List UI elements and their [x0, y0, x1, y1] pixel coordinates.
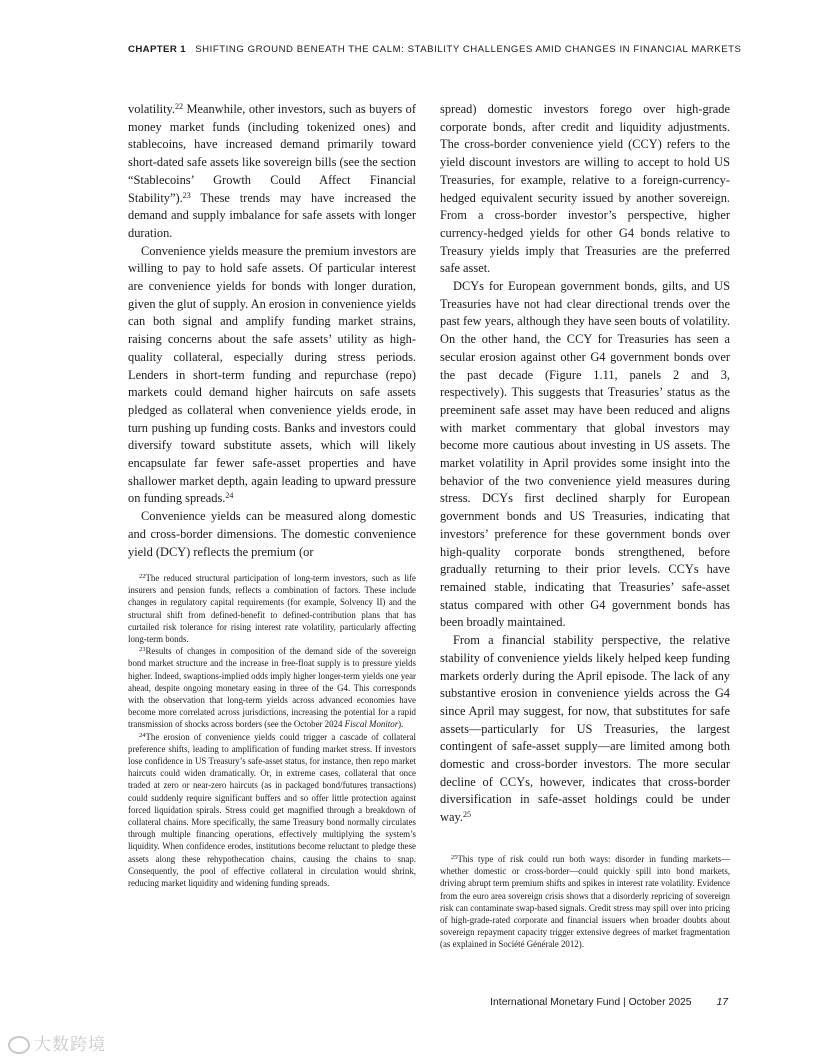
footnote-text: Results of changes in composition of the demand side of the sovereign bond market structure and the increase in free-float supply is to pressure yields higher. Indeed, swaptions-implied odds imply higher longer-term yields one year ahead, despite ongoing monetary easing in three of the G4. This corresponds with the observation that long-term yields across advanced economies have become more correlated across jurisdictions, increasing the potential for a rapid transmission of shocks across borders (see the October 2024: [128, 646, 416, 730]
paragraph: [128, 101, 416, 243]
watermark-logo-icon: [8, 1036, 30, 1054]
running-header: [128, 44, 742, 55]
footnotes-left: [128, 572, 416, 889]
chapter-label: CHAPTER 1: [128, 44, 186, 55]
footnote-italic: Fiscal Monitor: [344, 719, 399, 730]
footnote-text: The erosion of convenience yields could trigger a cascade of collateral preference shifts, leading to amplification of funding market stress. If investors lose confidence in US Treasury’s safe-asset status, for instance, then repo market haircuts could widen dramatically. Or, in extreme cases, collateral that once traded at zero or near-zero haircuts (as in packaged bond/futures transactions) could suddenly require significant buffers and so offer little protection against forced liquidation spirals. Stress could get magnified through a breakdown of collateral chains. More specifically, the same Treasury bond normally circulates through multiple financing operations, effectively multiplying the system’s liquidity. When confidence erodes, institutions become reluctant to pledge these assets along these rehypothecation chains, causing the chains to snap. Consequently, the pool of effective collateral in circulation would shrink, reducing market liquidity and widening funding spreads.: [128, 731, 416, 889]
page-footer: [490, 997, 728, 1008]
footnote-ref[interactable]: 22: [175, 102, 184, 111]
paragraph: [128, 243, 416, 509]
footnote-23: [128, 645, 416, 730]
right-column: [440, 101, 730, 827]
footnote-number: 22: [139, 573, 146, 580]
left-column: [128, 101, 416, 561]
chapter-title: SHIFTING GROUND BENEATH THE CALM: STABILITY CHALLENGES AMID CHANGES IN FINANCIAL MARKETS: [195, 44, 742, 55]
footnote-22: [128, 572, 416, 645]
footnote-number: 23: [139, 646, 146, 654]
footnote-ref[interactable]: 23: [182, 190, 191, 200]
paragraph: spread) domestic investors forego over high-grade corporate bonds, after credit and liquidity adjustments. The cross-border convenience yield (CCY) refers to the yield discount investors are willing to accept to hold US Treasuries, for example, relative to a foreign-currency-hedged equivalent security issued by another sovereign. From a cross-border investor’s perspective, higher currency-hedged yields for other G4 bonds relative to Treasury yields imply that Treasuries are the preferred safe asset.: [440, 102, 730, 276]
watermark-text: 大数跨境: [34, 1035, 106, 1055]
page-number: 17: [716, 997, 728, 1008]
footnote-24: [128, 731, 416, 890]
footnote-text: ).: [398, 719, 404, 730]
footnote-ref[interactable]: 25: [462, 810, 471, 820]
text-run: Convenience yields measure the premium investors are willing to pay to hold safe assets. Of particular interest are convenience yields for bonds with longer duration, given the glut of supply. An erosion in convenience yields can both signal and amplify funding market strains, raising concerns about the safe assets’ utility as high-quality collateral, especially during stress periods. Lenders in short-term funding and repurchase (repo) markets could demand higher haircuts on safe assets pledged as collateral when convenience yields erode, in turn pushing up funding costs. Banks and investors could diversify toward substitute assets, which will likely encapsulate far fewer safe-asset properties and have shallower market depth, again leading to upward pressure on funding spreads.: [128, 243, 416, 506]
paragraph: DCYs for European government bonds, gilts, and US Treasuries have not had clear directional trends over the past few years, although they have seen bouts of volatility. On the other hand, the CCY for Treasuries has seen a secular erosion against other G4 government bonds over the past decade (Figure 1.11, panels 2 and 3, respectively). This suggests that Treasuries’ status as the preeminent safe asset may have been reduced and aligns with market commentary that global investors may become more cautious about investing in US assets. The market volatility in April provides some insight into the behavior of the two convenience yield measures during stress. DCYs first declined sharply for European government bonds and US Treasuries, indicating that investors’ preference for these government bonds over high-quality corporate bonds strengthened, before gradually returning to their prior levels. CCYs have remained stable, indicating that Treasuries’ safe-asset status compared with other G4 government bonds has been broadly maintained.: [440, 279, 730, 630]
paragraph: Convenience yields can be measured along domestic and cross-border dimensions. The domestic convenience yield (DCY) reflects the premium (or: [128, 509, 416, 559]
footnote-text: This type of risk could run both ways: disorder in funding markets—whether domestic or cross-border—could quickly spill into bond markets, driving abrupt term premium shifts and spikes in interest rate volatility. Evidence from the euro area sovereign crisis shows that a disorderly repricing of sovereign risk can contaminate swap-based signals. Credit stress may spill over into pricing of high-grade-rated corporate and financial issuers when broader doubts about sovereign repayment capacity trigger extensive degrees of market fragmentation (as explained in Société Générale 2012).: [440, 854, 730, 950]
publication-label: International Monetary Fund | October 2025: [490, 997, 692, 1008]
text-run: From a financial stability perspective, the relative stability of convenience yields likely helped keep funding markets orderly during the April episode. The lack of any substantive erosion in convenience yields across the G4 since April may suggest, for now, that substitutes for safe assets—particularly for US Treasuries, the largest contingent of safe-asset supply—are limited among both domestic and cross-border investors. The more secular decline of CCYs, however, indicates that cross-border diversification in safe-asset holdings could be under way.: [440, 633, 730, 825]
watermark: [8, 1030, 106, 1055]
paragraph: [440, 632, 730, 827]
footnote-number: 25: [451, 854, 458, 861]
text-run: Meanwhile, other investors, such as buyers of money market funds (including tokenized ones) and stablecoins, have increased demand primarily toward short-dated safe assets like sovereign bills (see the section “Stablecoins’ Growth Could Affect Financial Stability”).: [128, 102, 416, 205]
footnote-text: The reduced structural participation of long-term investors, such as life insurers and pension funds, reflects a combination of factors. These include changes in regulatory capital requirements (for example, Solvency II) and the structural shift from defined-benefit to defined-contribution plans that has curtailed risk tolerance for rising interest rate volatility, particularly affecting long-term bonds.: [128, 573, 416, 645]
footnote-ref[interactable]: 24: [225, 491, 234, 501]
footnote-number: 24: [139, 731, 146, 739]
text-run: These trends may have increased the demand and supply imbalance for safe assets with longer duration.: [128, 190, 416, 240]
footnote-25: [440, 853, 730, 951]
text-run: volatility.: [128, 102, 176, 116]
footnotes-right: [440, 853, 730, 951]
